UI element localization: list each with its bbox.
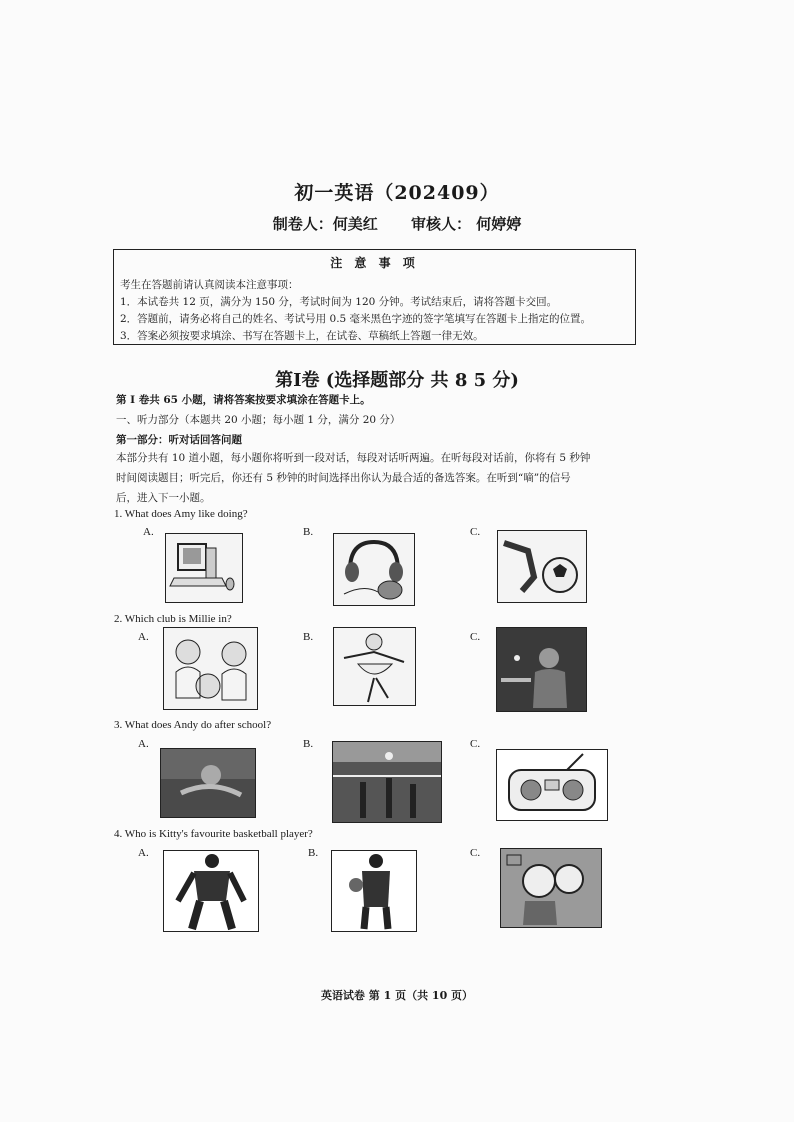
paper-maker: 制卷人：何美红 bbox=[272, 215, 378, 233]
option-label: B. bbox=[303, 526, 314, 538]
basketball-player-picture bbox=[163, 850, 259, 932]
question-3: 3. What does Andy do after school? bbox=[114, 719, 272, 731]
headphones-picture bbox=[333, 533, 415, 606]
notice-item: 3．答案必须按要求填涂、书写在答题卡上，在试卷、草稿纸上答题一律无效。 bbox=[120, 330, 484, 342]
paper-reviewer: 审核人： 何婷婷 bbox=[411, 215, 522, 233]
notice-item: 1．本试卷共 12 页，满分为 150 分，考试时间为 120 分钟。考试结束后，请将答题卡交回。 bbox=[120, 296, 558, 308]
volleyball-picture bbox=[332, 741, 442, 823]
section-note: 第 I 卷共 65 小题，请将答案按要求填涂在答题卡上。 bbox=[116, 394, 371, 406]
exam-title: 初一英语（202409） bbox=[294, 182, 500, 204]
option-label: A. bbox=[143, 526, 154, 538]
option-label: C. bbox=[470, 526, 481, 538]
option-label: B. bbox=[303, 738, 314, 750]
option-label: A. bbox=[138, 631, 149, 643]
computer-picture bbox=[165, 533, 243, 603]
option-label: C. bbox=[470, 847, 481, 859]
option-label: C. bbox=[470, 738, 481, 750]
option-label: B. bbox=[308, 847, 319, 859]
question-2: 2. Which club is Millie in? bbox=[114, 613, 232, 625]
authors-line bbox=[0, 213, 794, 234]
radio-picture bbox=[496, 749, 608, 821]
part-one-heading: 第一部分：听对话回答问题 bbox=[116, 434, 242, 446]
children-chatting-picture bbox=[163, 627, 258, 710]
question-1: 1. What does Amy like doing? bbox=[114, 508, 248, 520]
option-label: A. bbox=[138, 738, 149, 750]
option-label: C. bbox=[470, 631, 481, 643]
ballet-dancer-picture bbox=[333, 627, 416, 706]
basketball-player-ball-picture bbox=[331, 850, 417, 932]
table-tennis-picture bbox=[496, 627, 587, 712]
swimming-picture bbox=[160, 748, 256, 818]
instruction-line: 后，进入下一小题。 bbox=[116, 492, 211, 504]
section-title: 第Ⅰ卷 (选择题部分 共 8 5 分) bbox=[275, 370, 519, 391]
notice-intro: 考生在答题前请认真阅读本注意事项： bbox=[120, 279, 299, 291]
notice-heading: 注 意 事 项 bbox=[330, 256, 419, 270]
page-footer: 英语试卷 第 1 页（共 10 页） bbox=[320, 989, 474, 1002]
notice-box bbox=[113, 249, 636, 345]
cartoon-kids-picture bbox=[500, 848, 602, 928]
notice-item: 2．答题前，请务必将自己的姓名、考试号用 0.5 毫米黑色字迹的签字笔填写在答题卡上指定的位置。 bbox=[120, 313, 592, 325]
question-4: 4. Who is Kitty's favourite basketball player? bbox=[114, 828, 313, 840]
option-label: A. bbox=[138, 847, 149, 859]
instruction-line: 本部分共有 10 道小题，每小题你将听到一段对话，每段对话听两遍。在听每段对话前，你将有 5 秒钟 bbox=[116, 452, 591, 464]
listening-heading: 一、听力部分（本题共 20 小题；每小题 1 分，满分 20 分） bbox=[116, 414, 401, 426]
football-picture bbox=[497, 530, 587, 603]
option-label: B. bbox=[303, 631, 314, 643]
instruction-line: 时间阅读题目；听完后，你还有 5 秒钟的时间选择出你认为最合适的备选答案。在听到“嘀”的信号 bbox=[116, 472, 571, 484]
